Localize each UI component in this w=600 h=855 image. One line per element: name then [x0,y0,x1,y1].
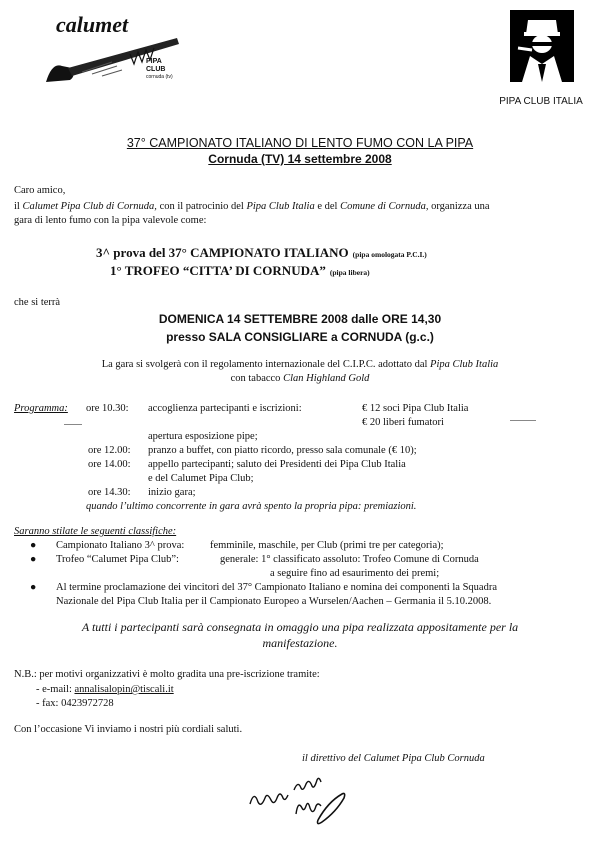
calumet-logo-sub2: CLUB [146,66,166,73]
signature-line: il direttivo del Calumet Pipa Club Cornuda [302,753,485,764]
event-2 [110,262,370,280]
pipe-smoker-icon [502,8,582,84]
program-time-3: ore 12.00: [88,445,131,456]
classifica-1-text: femminile, maschile, per Club (primi tre per categoria); [210,540,444,551]
intro-text-3: e del [317,201,338,212]
event-1 [96,244,427,262]
place-line: presso SALA CONSIGLIARE a CORNUDA (g.c.) [166,330,434,344]
nb-email-label: - e-mail: [36,684,72,695]
intro-text-2: con il patrocinio del [159,201,244,212]
nb-line: N.B.: per motivi organizzativi è molto gradita una pre-iscrizione tramite: [14,669,320,680]
intro-line-2: gara di lento fumo con la pipa valevole come: [14,215,207,226]
program-text-5: e del Calumet Pipa Club; [148,473,254,484]
divider-dash-left [64,424,82,425]
calumet-logo-text: calumet [56,12,129,37]
programma-label: Programma: [14,403,68,414]
rules-tobacco: Clan Highland Gold [283,373,370,384]
held-text: che si terrà [14,297,61,308]
rules-pci: Pipa Club Italia [430,359,499,370]
event-2-title: 1° TROFEO “CITTA’ DI CORNUDA” [110,263,326,278]
intro-text-4: organizza una [431,201,490,212]
bullet-2: ● [30,554,37,565]
event-1-note: (pipa omologata P.C.I.) [352,250,427,259]
pipa-club-italia-logo [486,8,596,108]
program-text-6: inizio gara; [148,487,196,498]
event-2-note: (pipa libera) [329,268,370,277]
intro-paragraph [14,200,594,213]
greeting: Caro amico, [14,185,66,196]
bullet-1: ● [30,540,37,551]
classifiche-heading: Saranno stilate le seguenti classifiche: [14,526,177,537]
program-time-6: ore 14.30: [88,487,131,498]
calumet-logo-sub3: cornuda (tv) [146,74,173,80]
classifica-2-text-2: a seguire fino ad esaurimento dei premi; [270,568,440,579]
handwriting-icon [244,762,354,832]
rules-line-2 [0,372,600,385]
classifica-3-line-1: Al termine proclamazione dei vincitori del 37° Campionato Italiano e nomina dei componenti la Squadra [56,582,497,593]
page-subtitle: Cornuda (TV) 14 settembre 2008 [208,152,392,166]
classifica-1-label: Campionato Italiano 3^ prova: [56,540,185,551]
date-line: DOMENICA 14 SETTEMBRE 2008 dalle ORE 14,30 [158,312,442,326]
fee-free: € 20 liberi fumatori [362,417,444,428]
intro-pci: Pipa Club Italia [246,201,315,212]
intro-text-1: il [14,201,20,212]
classifica-2-text: generale: 1° classificato assoluto: Trofeo Comune di Cornuda [220,554,479,565]
event-1-title: 3^ prova del 37° CAMPIONATO ITALIANO [96,245,349,260]
program-time-4: ore 14.00: [88,459,131,470]
rules-text-2: con tabacco [230,373,281,384]
page-title: 37° CAMPIONATO ITALIANO DI LENTO FUMO CON LA PIPA [126,136,474,150]
pipa-club-italia-label: PIPA CLUB ITALIA [499,96,583,107]
intro-comune: Comune di Cornuda, [340,201,429,212]
nb-fax: - fax: 0423972728 [36,698,114,709]
gift-line-1: A tutti i partecipanti sarà consegnata in omaggio una pipa realizzata appositamente per la [81,620,519,634]
handwritten-signature [244,762,354,832]
program-text-2: apertura esposizione pipe; [148,431,258,442]
program-text-1: accoglienza partecipanti e iscrizioni: [148,403,302,414]
calumet-logo-sub1: PIPA [146,58,162,65]
bullet-3: ● [30,582,37,593]
email-link[interactable]: annalisalopin@tiscali.it [74,684,174,695]
rules-line-1 [0,358,600,371]
program-text-4: appello partecipanti; saluto dei Presidenti dei Pipa Club Italia [148,459,406,470]
classifica-2-label: Trofeo “Calumet Pipa Club”: [56,554,179,565]
nb-email [36,683,174,696]
calumet-logo [42,12,182,84]
gift-line-2: manifestazione. [262,636,338,650]
intro-club: Calumet Pipa Club di Cornuda, [22,201,157,212]
classifica-3-line-2: Nazionale del Pipa Club Italia per il Campionato Europeo a Wurselen/Aachen – Germania il 5.10.2008. [56,596,492,607]
program-final: quando l’ultimo concorrente in gara avrà spento la propria pipa: premiazioni. [86,501,417,512]
program-text-3: pranzo a buffet, con piatto ricordo, presso sala comunale (€ 10); [148,445,417,456]
rules-text-1: La gara si svolgerà con il regolamento internazionale del C.I.P.C. adottato dal [101,359,428,370]
divider-dash-right [510,420,536,421]
closing-text: Con l’occasione Vi inviamo i nostri più cordiali saluti. [14,724,243,735]
program-time-1: ore 10.30: [86,403,129,414]
fee-members: € 12 soci Pipa Club Italia [362,403,469,414]
